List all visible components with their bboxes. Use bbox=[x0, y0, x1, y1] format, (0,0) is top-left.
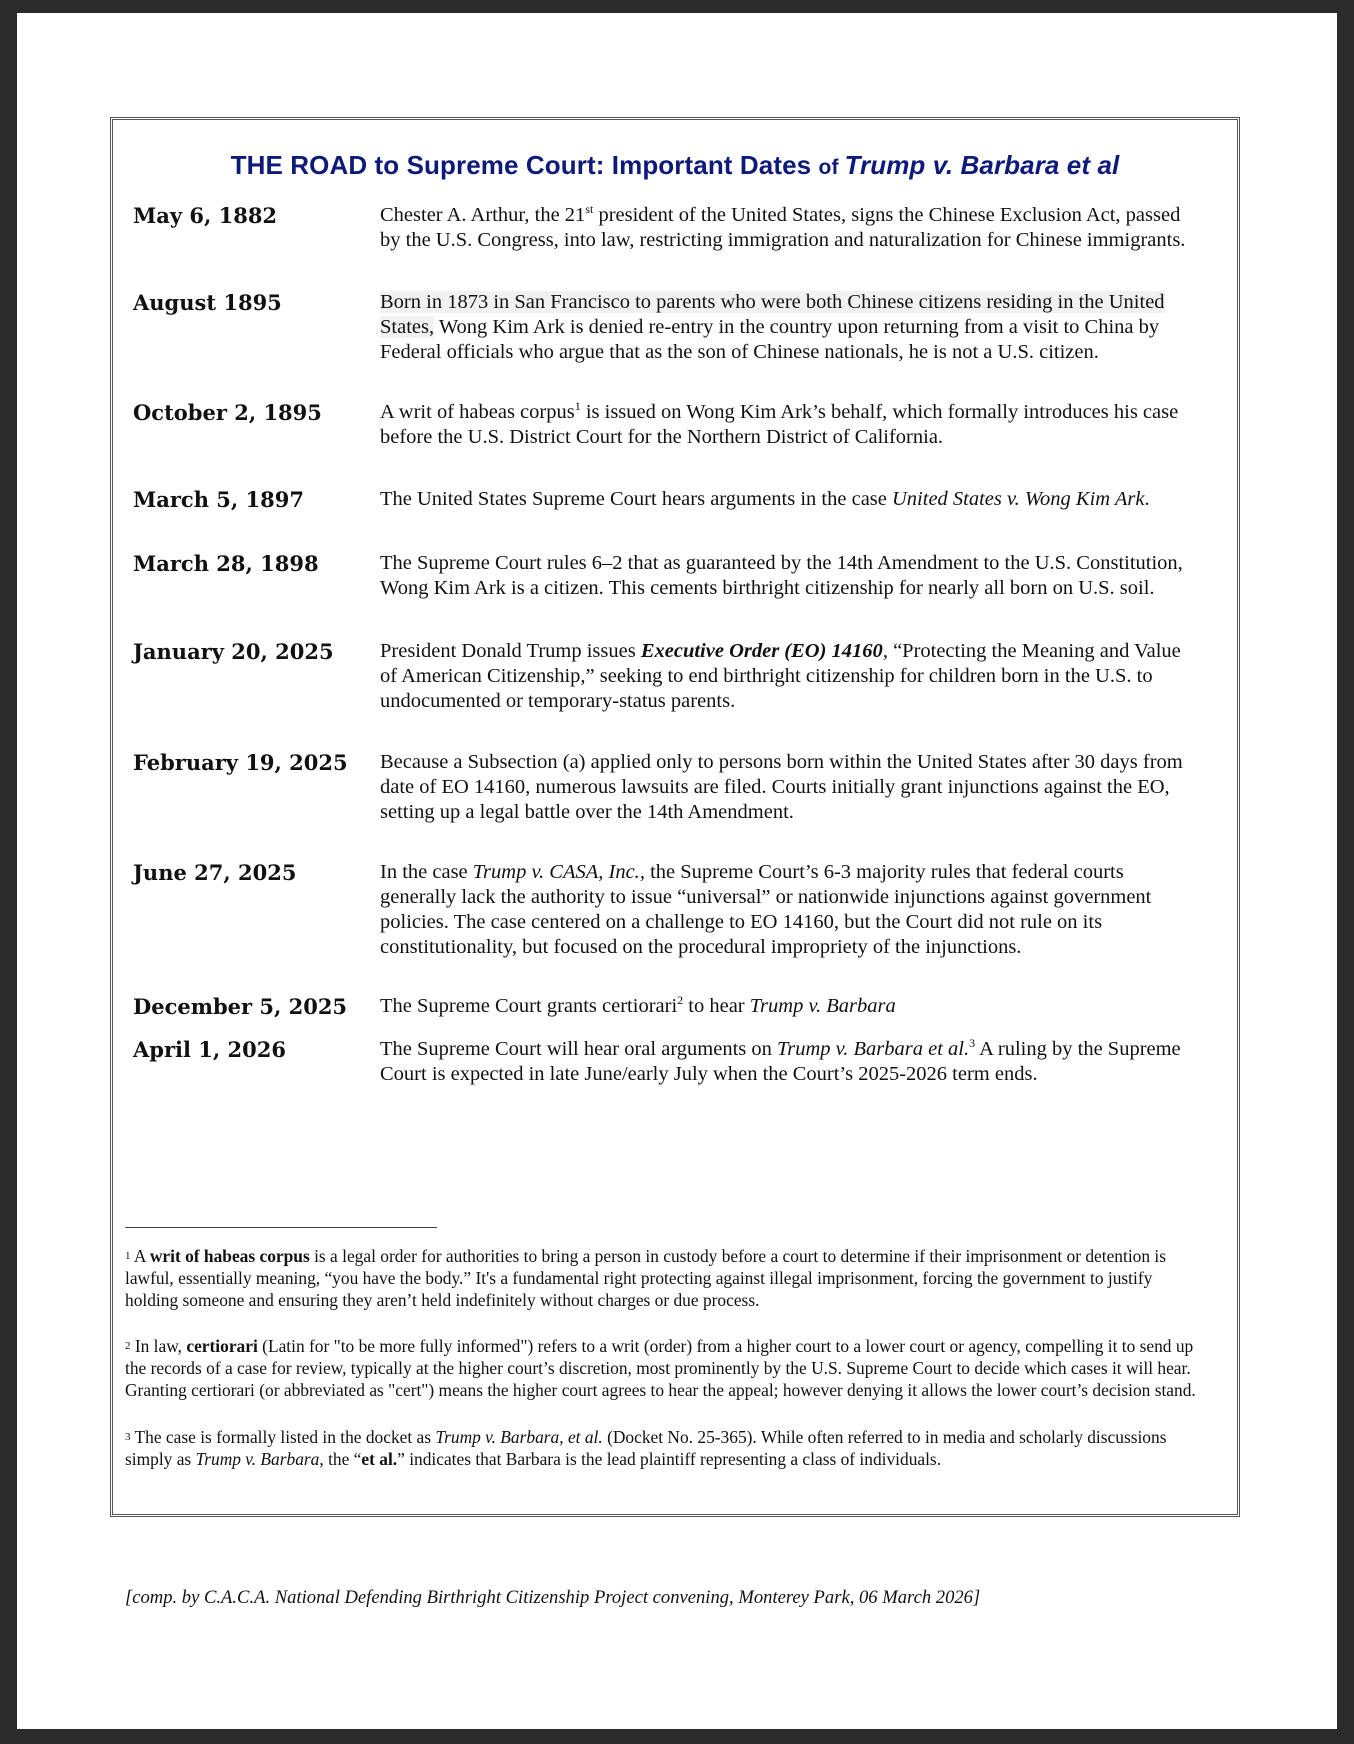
page-title: THE ROAD to Supreme Court: Important Dates of Trump v. Barbara et al bbox=[230, 150, 1120, 180]
entry-date: February 19, 2025 bbox=[133, 750, 348, 775]
entry-date: August 1895 bbox=[133, 290, 282, 315]
compilation-credit: [comp. by C.A.C.A. National Defending Birthright Citizenship Project convening, Monterey Park, 06 March 2026] bbox=[125, 1587, 981, 1608]
timeline-frame bbox=[110, 117, 1240, 1608]
entry-date: December 5, 2025 bbox=[133, 994, 348, 1019]
document-page bbox=[17, 13, 1337, 1729]
entry-date: March 5, 1897 bbox=[133, 487, 304, 512]
entry-date: March 28, 1898 bbox=[133, 551, 319, 576]
entry-description: The Supreme Court grants certiorari$^2$ to hear Trump v. Barbara bbox=[380, 993, 896, 1017]
entry-description: Because a Subsection (a) applied only to persons born within the United States after 30 days from date of EO 14160, numerous lawsuits are filed. Courts initially grant injunctions against the EO, setting up a legal battle over the 14th Amendment. bbox=[380, 751, 1183, 823]
footnote: 2 In law, certiorari (Latin for "to be more fully informed") refers to a writ (order) from a higher court to a lower court or agency, compelling it to send up the records of a case for review, typically at the higher court’s discretion, most prominently by the U.S. Supreme Court to decide which cases it will hear. Granting certiorari (or abbreviated as "cert") means the higher court agrees to hear the appeal; however denying it allows the lower court’s decision stand. bbox=[125, 1336, 1196, 1400]
highlighted-text: Born in 1873 in San Francisco to parents who were both Chinese citizens residing in the United States, bbox=[380, 291, 1165, 338]
entry-date: October 2, 1895 bbox=[133, 400, 322, 425]
entry-description: Born in 1873 in San Francisco to parents who were both Chinese citizens residing in the United States, Wong Kim Ark is denied re-entry in the country upon returning from a visit to China by Federal officials who argue that as the son of Chinese nationals, he is not a U.S. citizen. bbox=[380, 291, 1165, 363]
entry-description: A writ of habeas corpus$^1$ is issued on Wong Kim Ark’s behalf, which formally introduces his case before the U.S. District Court for the Northern District of California. bbox=[380, 399, 1179, 448]
footnote-divider bbox=[125, 1227, 437, 1228]
footnote: 1 A writ of habeas corpus is a legal order for authorities to bring a person in custody before a court to determine if their imprisonment or detention is lawful, essentially meaning, “you have the body.” It's a fundamental right protecting against illegal imprisonment, forcing the government to justify holding someone and ensuring they aren’t held indefinitely without charges or due process. bbox=[125, 1246, 1167, 1310]
entry-description: The Supreme Court will hear oral arguments on Trump v. Barbara et al.$^3$ A ruling by the Supreme Court is expected in late June/early July when the Court’s 2025-2026 term ends. bbox=[380, 1036, 1181, 1085]
entry-description: The Supreme Court rules 6–2 that as guaranteed by the 14th Amendment to the U.S. Constitution, Wong Kim Ark is a citizen. This cements birthright citizenship for nearly all born on U.S. soil. bbox=[380, 552, 1183, 599]
entry-description: President Donald Trump issues Executive Order (EO) 14160, “Protecting the Meaning and Value of American Citizenship,” seeking to end birthright citizenship for children born in the U.S. to undocumented or temporary-status parents. bbox=[380, 640, 1181, 712]
entry-description: The United States Supreme Court hears arguments in the case United States v. Wong Kim Ark. bbox=[380, 488, 1150, 510]
entry-date: April 1, 2026 bbox=[133, 1037, 286, 1062]
entry-description: Chester A. Arthur, the 21st president of the United States, signs the Chinese Exclusion Act, passed by the U.S. Congress, into law, restricting immigration and naturalization for Chinese immigrants. bbox=[380, 202, 1186, 251]
entry-date: June 27, 2025 bbox=[133, 860, 297, 885]
entry-date: January 20, 2025 bbox=[133, 639, 334, 664]
footnote: 3 The case is formally listed in the docket as Trump v. Barbara, et al. (Docket No. 25-365). While often referred to in media and scholarly discussions simply as Trump v. Barbara, the “et al.” indicates that Barbara is the lead plaintiff representing a class of individuals. bbox=[125, 1427, 1167, 1469]
entry-description: In the case Trump v. CASA, Inc., the Supreme Court’s 6-3 majority rules that federal courts generally lack the authority to issue “universal” or nationwide injunctions against government policies. The case centered on a challenge to EO 14160, but the Court did not rule on its constitutionality, but focused on the procedural impropriety of the injunctions. bbox=[380, 861, 1152, 958]
entry-date: May 6, 1882 bbox=[133, 203, 278, 228]
